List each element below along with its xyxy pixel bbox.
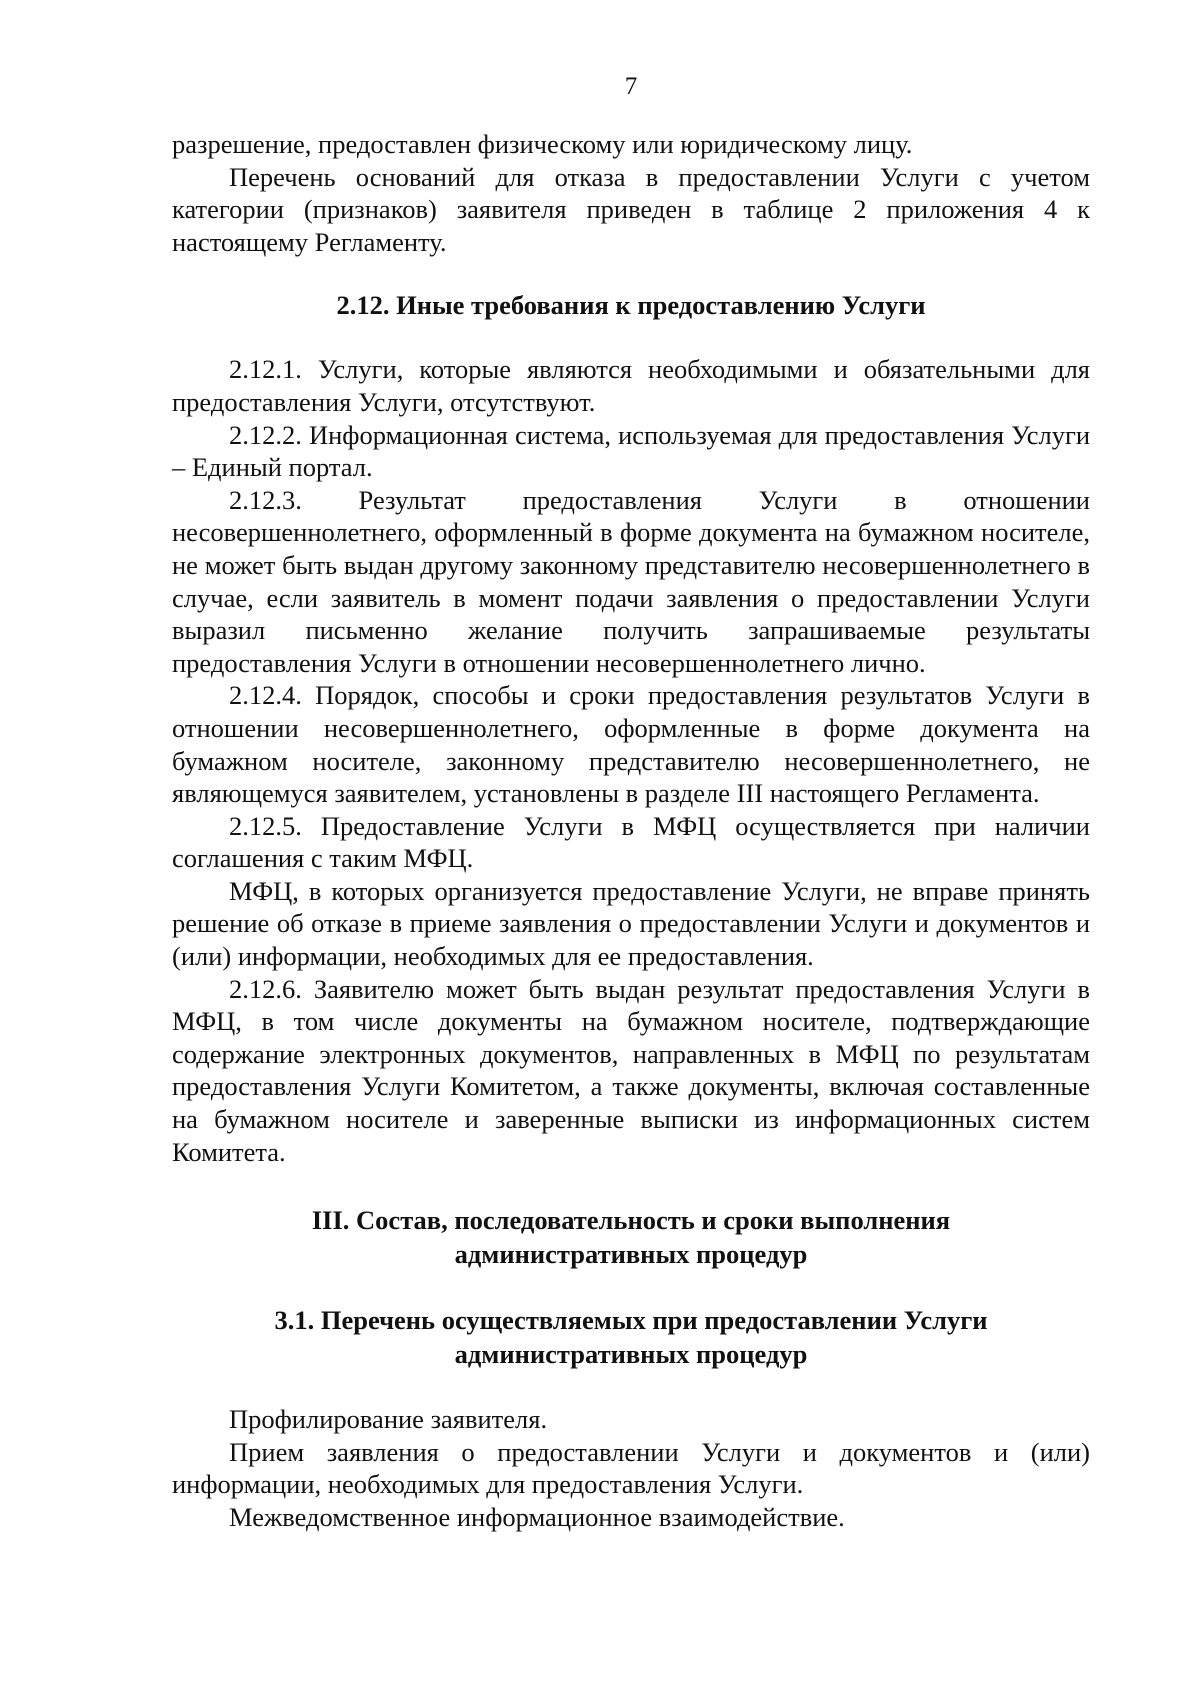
heading-section-iii-line2: административных процедур (454, 1239, 808, 1270)
paragraph-application-intake: Прием заявления о предоставлении Услуги и документов и (или) информации, необходимых для предоставления Услуги. (172, 1436, 1090, 1500)
paragraph-2-12-5: 2.12.5. Предоставление Услуги в МФЦ осуществляется при наличии соглашения с таким МФЦ. (172, 810, 1090, 874)
paragraph-mfc: МФЦ, в которых организуется предоставление Услуги, не вправе принять решение об отказе в приеме заявления о предоставлении Услуги и документов и (или) информации, необходимых для ее предоставления. (172, 875, 1090, 972)
paragraph-2-12-1: 2.12.1. Услуги, которые являются необходимыми и обязательными для предоставления Услуги, отсутствуют. (172, 354, 1090, 417)
paragraph-continuation: разрешение, предоставлен физическому или юридическому лицу. (172, 129, 913, 159)
heading-section-iii-line1: III. Состав, последовательность и сроки выполнения (311, 1205, 951, 1236)
heading-section-3-1 (172, 1303, 1090, 1371)
paragraph-2-12-4: 2.12.4. Порядок, способы и сроки предоставления результатов Услуги в отношении несовершеннолетнего, оформленные в форме документа на бумажном носителе, законному представителю несовершеннолетнего, не являющемуся заявителем, установлены в разделе III настоящего Регламента. (172, 680, 1090, 809)
paragraph-2-12-3: 2.12.3. Результат предоставления Услуги в отношении несовершеннолетнего, оформленный в форме документа на бумажном носителе, не может быть выдан другому законному представителю несовершеннолетнего в случае, если заявитель в момент подачи заявления о предоставлении Услуги выразил письменно желание получить запрашиваемые результаты предоставления Услуги в отношении несовершеннолетнего лично. (172, 484, 1090, 678)
paragraph-2-12-6: 2.12.6. Заявителю может быть выдан результат предоставления Услуги в МФЦ, в том числе документы на бумажном носителе, подтверждающие содержание электронных документов, направленных в МФЦ по результатам предоставления Услуги Комитетом, а также документы, включая составленные на бумажном носителе и заверенные выписки из информационных систем Комитета. (172, 973, 1090, 1167)
page-number: 7 (624, 73, 638, 100)
paragraph-interagency: Межведомственное информационное взаимодействие. (229, 1502, 845, 1532)
heading-section-3-1-line2: административных процедур (454, 1339, 808, 1370)
paragraph-refusal-grounds: Перечень оснований для отказа в предоставлении Услуги с учетом категории (признаков) заявителя приведен в таблице 2 приложения 4 к настоящему Регламенту. (172, 161, 1090, 257)
document-page (172, 0, 1090, 1697)
heading-section-iii (172, 1203, 1090, 1271)
paragraph-profiling: Профилирование заявителя. (229, 1404, 548, 1435)
document-body (172, 128, 1090, 1534)
heading-section-2-12: 2.12. Иные требования к предоставлению Услуги (336, 290, 926, 321)
paragraph-2-12-2: 2.12.2. Информационная система, используемая для предоставления Услуги – Единый портал. (172, 419, 1090, 483)
heading-section-3-1-line1: 3.1. Перечень осуществляемых при предоставлении Услуги (274, 1305, 988, 1336)
